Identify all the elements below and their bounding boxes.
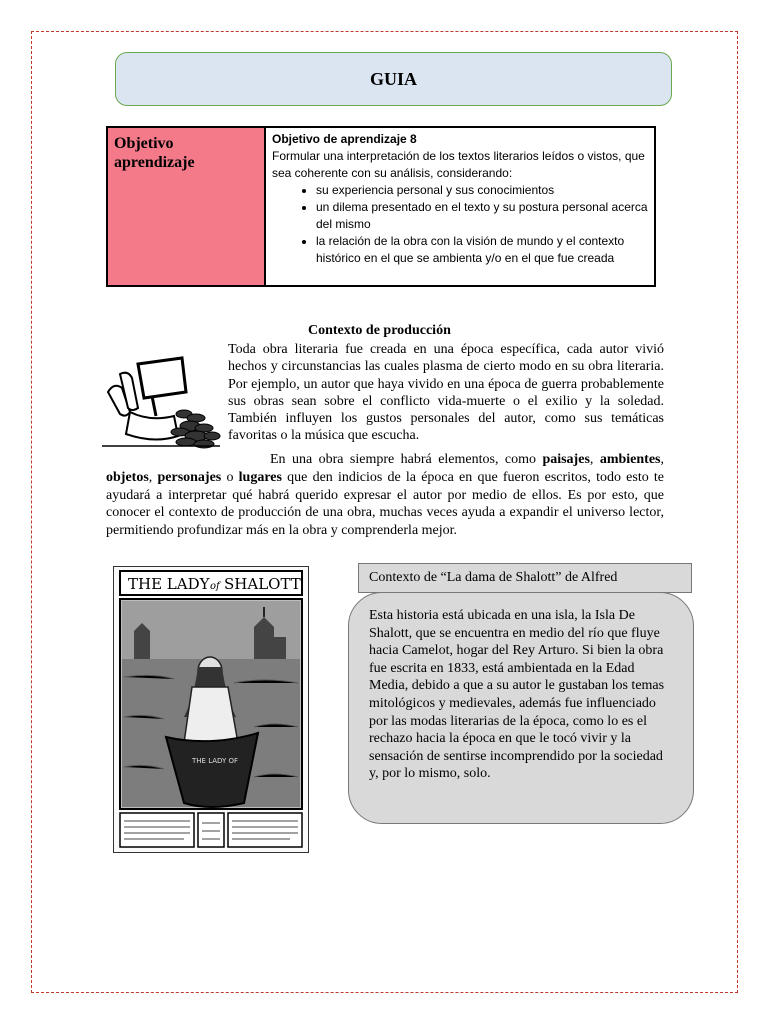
reader-with-books-illustration: [100, 352, 222, 450]
body-text-run: ,: [148, 469, 158, 485]
body-text-run: que den indicios de la época en que fueron escritos, todo esto te ayudará a interpretar qué habrá querido expresar el autor por medio de ellos. Es por esto, que conocer el contexto de producción de una obra, muchas veces ayuda a expandir el universo lector, permitiendo profundizar más en la obra y comprenderla mejor.: [106, 469, 665, 539]
objective-description: Formular una interpretación de los textos literarios leídos o vistos, que sea coherente con su análisis, considerando:: [272, 149, 645, 180]
keyword-lugares: lugares: [238, 469, 282, 485]
keyword-ambientes: ambientes: [599, 452, 661, 467]
shalott-context-bubble: [348, 592, 694, 824]
context-intro-paragraph: Toda obra literaria fue creada en una época específica, cada autor vivió hechos y circunstancias las cuales plasma de cierto modo en su obra literaria. Por ejemplo, un autor que haya vivido en una época de guerra probablemente sus obras sean sobre el conflicto vida-muerte o el exilio y la soledad. También influyen los gustos personales del autor, como sus temáticas favoritas o la música que escucha.: [228, 342, 664, 444]
objective-heading: Objetivo de aprendizaje 8: [272, 132, 417, 146]
body-text-run: o: [221, 469, 239, 485]
body-text-run: ,: [589, 452, 600, 467]
objective-table: [106, 126, 656, 287]
poster-title-right: SHALOTT: [224, 575, 301, 593]
guide-title: GUIA: [369, 68, 417, 89]
poster-title-of: of: [210, 581, 220, 592]
shalott-context-text: Esta historia está ubicada en una isla, la Isla De Shalott, que se encuentra en medio del río que fluye hacia Camelot, hogar del Rey Arturo. Si bien la obra fue escrita en 1833, está ambientada en la Edad Media, debido a que a su autor le gustaban los temas mitológicos y medievales, además fue influenciado por las modas literarias de la época, como lo es el rechazo hacia la época en que le tocó vivir y la sensación de sentirse incomprendido por la sociedad y, por lo mismo, solo.: [369, 608, 665, 782]
objective-bullet: • su experiencia personal y sus conocimientos: [316, 182, 648, 199]
objective-label: Objetivo aprendizaje: [108, 128, 266, 285]
keyword-objetos: objetos: [106, 469, 149, 485]
guide-title-box: [115, 52, 672, 106]
keyword-paisajes: paisajes: [542, 452, 590, 467]
section-title: Contexto de producción: [308, 323, 451, 338]
shalott-context-header: Contexto de “La dama de Shalott” de Alfred: [358, 563, 692, 593]
poster-title-left: THE LADY: [128, 575, 210, 593]
body-text-run: ,: [660, 452, 664, 467]
objective-bullet: • la relación de la obra con la visión de mundo y el contexto histórico en el que se ambienta y/o en el que fue creada: [316, 233, 648, 267]
objective-bullet-list: [272, 182, 648, 267]
keyword-personajes: personajes: [157, 469, 222, 485]
objective-content: [266, 128, 654, 285]
context-body-paragraph: [106, 451, 664, 540]
lady-of-shalott-poster: [113, 566, 309, 853]
objective-bullet: • un dilema presentado en el texto y su postura personal acerca del mismo: [316, 199, 648, 233]
poster-boat-label: THE LADY OF: [192, 757, 239, 765]
body-text-run: En una obra siempre habrá elementos, como: [270, 452, 543, 467]
